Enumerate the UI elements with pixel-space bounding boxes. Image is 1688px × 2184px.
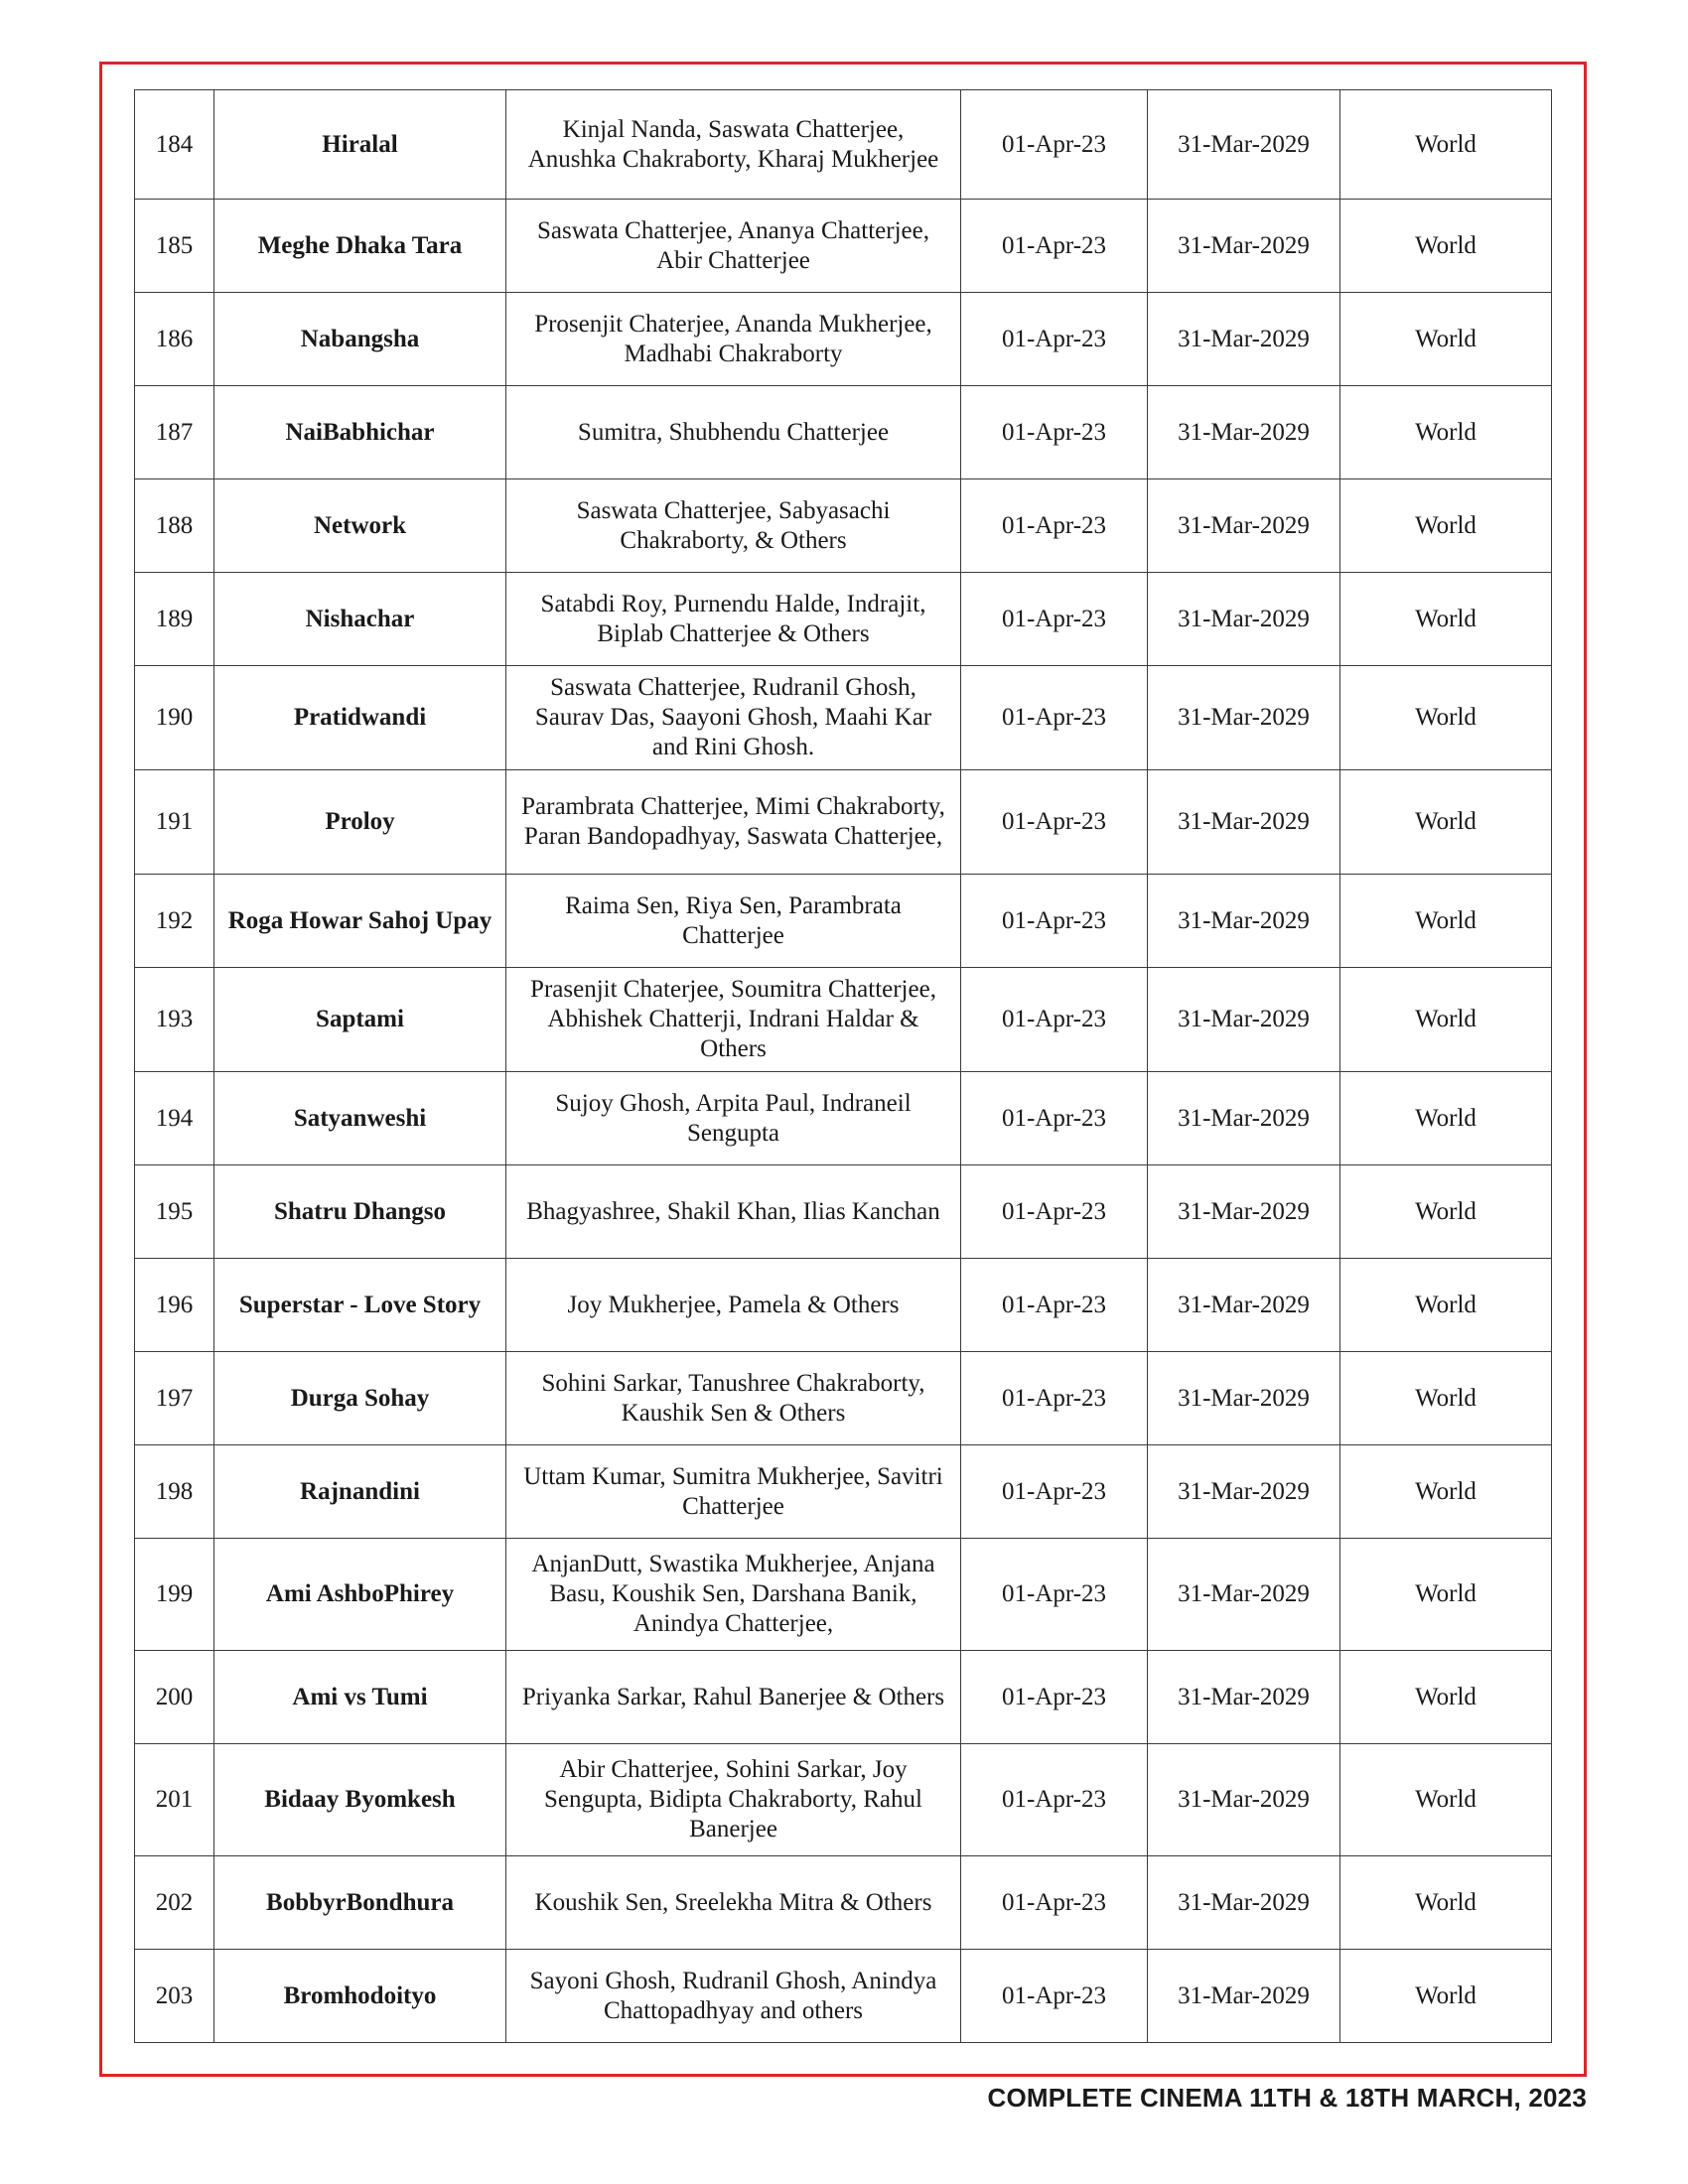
rights-start-date: 01-Apr-23 (961, 770, 1148, 875)
serial-number: 197 (135, 1352, 214, 1445)
serial-number: 192 (135, 875, 214, 968)
territory: World (1340, 90, 1552, 200)
rights-start-date: 01-Apr-23 (961, 386, 1148, 479)
rights-start-date: 01-Apr-23 (961, 1259, 1148, 1352)
territory: World (1340, 875, 1552, 968)
serial-number: 191 (135, 770, 214, 875)
serial-number: 199 (135, 1539, 214, 1651)
film-title: Satyanweshi (214, 1072, 506, 1165)
cast-list: Satabdi Roy, Purnendu Halde, Indrajit, Biplab Chatterjee & Others (506, 573, 961, 666)
territory: World (1340, 573, 1552, 666)
cast-list: Sujoy Ghosh, Arpita Paul, Indraneil Sengupta (506, 1072, 961, 1165)
serial-number: 193 (135, 968, 214, 1072)
film-title: Ami vs Tumi (214, 1651, 506, 1744)
rights-start-date: 01-Apr-23 (961, 90, 1148, 200)
territory: World (1340, 968, 1552, 1072)
serial-number: 185 (135, 200, 214, 293)
rights-end-date: 31-Mar-2029 (1148, 1445, 1340, 1539)
rights-end-date: 31-Mar-2029 (1148, 1539, 1340, 1651)
rights-start-date: 01-Apr-23 (961, 293, 1148, 386)
table-row (135, 573, 1552, 666)
table-row (135, 479, 1552, 573)
rights-end-date: 31-Mar-2029 (1148, 573, 1340, 666)
rights-end-date: 31-Mar-2029 (1148, 666, 1340, 770)
rights-end-date: 31-Mar-2029 (1148, 479, 1340, 573)
film-title: Network (214, 479, 506, 573)
film-title: Bromhodoityo (214, 1950, 506, 2043)
table-row (135, 770, 1552, 875)
rights-start-date: 01-Apr-23 (961, 1445, 1148, 1539)
rights-start-date: 01-Apr-23 (961, 1651, 1148, 1744)
rights-start-date: 01-Apr-23 (961, 1856, 1148, 1950)
film-title: Proloy (214, 770, 506, 875)
serial-number: 190 (135, 666, 214, 770)
cast-list: Parambrata Chatterjee, Mimi Chakraborty, Paran Bandopadhyay, Saswata Chatterjee, (506, 770, 961, 875)
table-row (135, 1259, 1552, 1352)
cast-list: Raima Sen, Riya Sen, Parambrata Chatterjee (506, 875, 961, 968)
serial-number: 196 (135, 1259, 214, 1352)
serial-number: 188 (135, 479, 214, 573)
rights-start-date: 01-Apr-23 (961, 479, 1148, 573)
table-row (135, 90, 1552, 200)
table-row (135, 666, 1552, 770)
rights-end-date: 31-Mar-2029 (1148, 1856, 1340, 1950)
serial-number: 184 (135, 90, 214, 200)
cast-list: Sayoni Ghosh, Rudranil Ghosh, Anindya Chattopadhyay and others (506, 1950, 961, 2043)
serial-number: 203 (135, 1950, 214, 2043)
rights-start-date: 01-Apr-23 (961, 875, 1148, 968)
cast-list: AnjanDutt, Swastika Mukherjee, Anjana Basu, Koushik Sen, Darshana Banik, Anindya Chatterjee, (506, 1539, 961, 1651)
serial-number: 200 (135, 1651, 214, 1744)
cast-list: Saswata Chatterjee, Sabyasachi Chakraborty, & Others (506, 479, 961, 573)
film-rights-table (134, 89, 1552, 2043)
cast-list: Joy Mukherjee, Pamela & Others (506, 1259, 961, 1352)
cast-list: Uttam Kumar, Sumitra Mukherjee, Savitri Chatterjee (506, 1445, 961, 1539)
cast-list: Saswata Chatterjee, Ananya Chatterjee, Abir Chatterjee (506, 200, 961, 293)
serial-number: 194 (135, 1072, 214, 1165)
rights-start-date: 01-Apr-23 (961, 1950, 1148, 2043)
rights-start-date: 01-Apr-23 (961, 1539, 1148, 1651)
serial-number: 195 (135, 1165, 214, 1259)
cast-list: Prosenjit Chaterjee, Ananda Mukherjee, Madhabi Chakraborty (506, 293, 961, 386)
cast-list: Sumitra, Shubhendu Chatterjee (506, 386, 961, 479)
territory: World (1340, 666, 1552, 770)
territory: World (1340, 386, 1552, 479)
rights-end-date: 31-Mar-2029 (1148, 386, 1340, 479)
table-row (135, 1856, 1552, 1950)
territory: World (1340, 479, 1552, 573)
page-footer: COMPLETE CINEMA 11TH & 18TH MARCH, 2023 (987, 2083, 1587, 2113)
rights-start-date: 01-Apr-23 (961, 968, 1148, 1072)
film-title: Pratidwandi (214, 666, 506, 770)
rights-end-date: 31-Mar-2029 (1148, 200, 1340, 293)
table-row (135, 968, 1552, 1072)
film-title: Hiralal (214, 90, 506, 200)
film-title: Ami AshboPhirey (214, 1539, 506, 1651)
cast-list: Prasenjit Chaterjee, Soumitra Chatterjee, Abhishek Chatterji, Indrani Haldar & Others (506, 968, 961, 1072)
territory: World (1340, 1539, 1552, 1651)
territory: World (1340, 1072, 1552, 1165)
rights-end-date: 31-Mar-2029 (1148, 90, 1340, 200)
territory: World (1340, 770, 1552, 875)
rights-end-date: 31-Mar-2029 (1148, 293, 1340, 386)
rights-start-date: 01-Apr-23 (961, 1744, 1148, 1856)
film-title: Bidaay Byomkesh (214, 1744, 506, 1856)
territory: World (1340, 293, 1552, 386)
film-title: Shatru Dhangso (214, 1165, 506, 1259)
serial-number: 186 (135, 293, 214, 386)
cast-list: Saswata Chatterjee, Rudranil Ghosh, Saurav Das, Saayoni Ghosh, Maahi Kar and Rini Ghosh. (506, 666, 961, 770)
territory: World (1340, 1651, 1552, 1744)
rights-end-date: 31-Mar-2029 (1148, 968, 1340, 1072)
cast-list: Kinjal Nanda, Saswata Chatterjee, Anushka Chakraborty, Kharaj Mukherjee (506, 90, 961, 200)
table-row (135, 1352, 1552, 1445)
territory: World (1340, 1165, 1552, 1259)
cast-list: Koushik Sen, Sreelekha Mitra & Others (506, 1856, 961, 1950)
table-row (135, 1950, 1552, 2043)
table-row (135, 1744, 1552, 1856)
table-row (135, 1539, 1552, 1651)
film-title: Superstar - Love Story (214, 1259, 506, 1352)
rights-start-date: 01-Apr-23 (961, 1352, 1148, 1445)
rights-end-date: 31-Mar-2029 (1148, 1950, 1340, 2043)
rights-end-date: 31-Mar-2029 (1148, 770, 1340, 875)
film-title: Roga Howar Sahoj Upay (214, 875, 506, 968)
table-row (135, 386, 1552, 479)
rights-end-date: 31-Mar-2029 (1148, 1165, 1340, 1259)
serial-number: 202 (135, 1856, 214, 1950)
rights-start-date: 01-Apr-23 (961, 1072, 1148, 1165)
film-title: Rajnandini (214, 1445, 506, 1539)
rights-start-date: 01-Apr-23 (961, 666, 1148, 770)
territory: World (1340, 200, 1552, 293)
serial-number: 187 (135, 386, 214, 479)
rights-start-date: 01-Apr-23 (961, 1165, 1148, 1259)
table-row (135, 875, 1552, 968)
film-title: Nishachar (214, 573, 506, 666)
film-title: Durga Sohay (214, 1352, 506, 1445)
cast-list: Sohini Sarkar, Tanushree Chakraborty, Kaushik Sen & Others (506, 1352, 961, 1445)
serial-number: 198 (135, 1445, 214, 1539)
territory: World (1340, 1259, 1552, 1352)
rights-end-date: 31-Mar-2029 (1148, 1259, 1340, 1352)
film-title: Meghe Dhaka Tara (214, 200, 506, 293)
territory: World (1340, 1744, 1552, 1856)
rights-start-date: 01-Apr-23 (961, 200, 1148, 293)
table-row (135, 1651, 1552, 1744)
serial-number: 201 (135, 1744, 214, 1856)
film-title: Nabangsha (214, 293, 506, 386)
cast-list: Priyanka Sarkar, Rahul Banerjee & Others (506, 1651, 961, 1744)
rights-end-date: 31-Mar-2029 (1148, 1352, 1340, 1445)
film-title: BobbyrBondhura (214, 1856, 506, 1950)
film-title: Saptami (214, 968, 506, 1072)
cast-list: Abir Chatterjee, Sohini Sarkar, Joy Sengupta, Bidipta Chakraborty, Rahul Banerjee (506, 1744, 961, 1856)
serial-number: 189 (135, 573, 214, 666)
table-row (135, 200, 1552, 293)
territory: World (1340, 1445, 1552, 1539)
rights-end-date: 31-Mar-2029 (1148, 875, 1340, 968)
rights-start-date: 01-Apr-23 (961, 573, 1148, 666)
film-title: NaiBabhichar (214, 386, 506, 479)
territory: World (1340, 1950, 1552, 2043)
film-rows (135, 90, 1552, 2043)
cast-list: Bhagyashree, Shakil Khan, Ilias Kanchan (506, 1165, 961, 1259)
table-row (135, 1445, 1552, 1539)
territory: World (1340, 1856, 1552, 1950)
rights-end-date: 31-Mar-2029 (1148, 1744, 1340, 1856)
rights-end-date: 31-Mar-2029 (1148, 1651, 1340, 1744)
territory: World (1340, 1352, 1552, 1445)
table-row (135, 1072, 1552, 1165)
rights-end-date: 31-Mar-2029 (1148, 1072, 1340, 1165)
table-row (135, 293, 1552, 386)
table-row (135, 1165, 1552, 1259)
